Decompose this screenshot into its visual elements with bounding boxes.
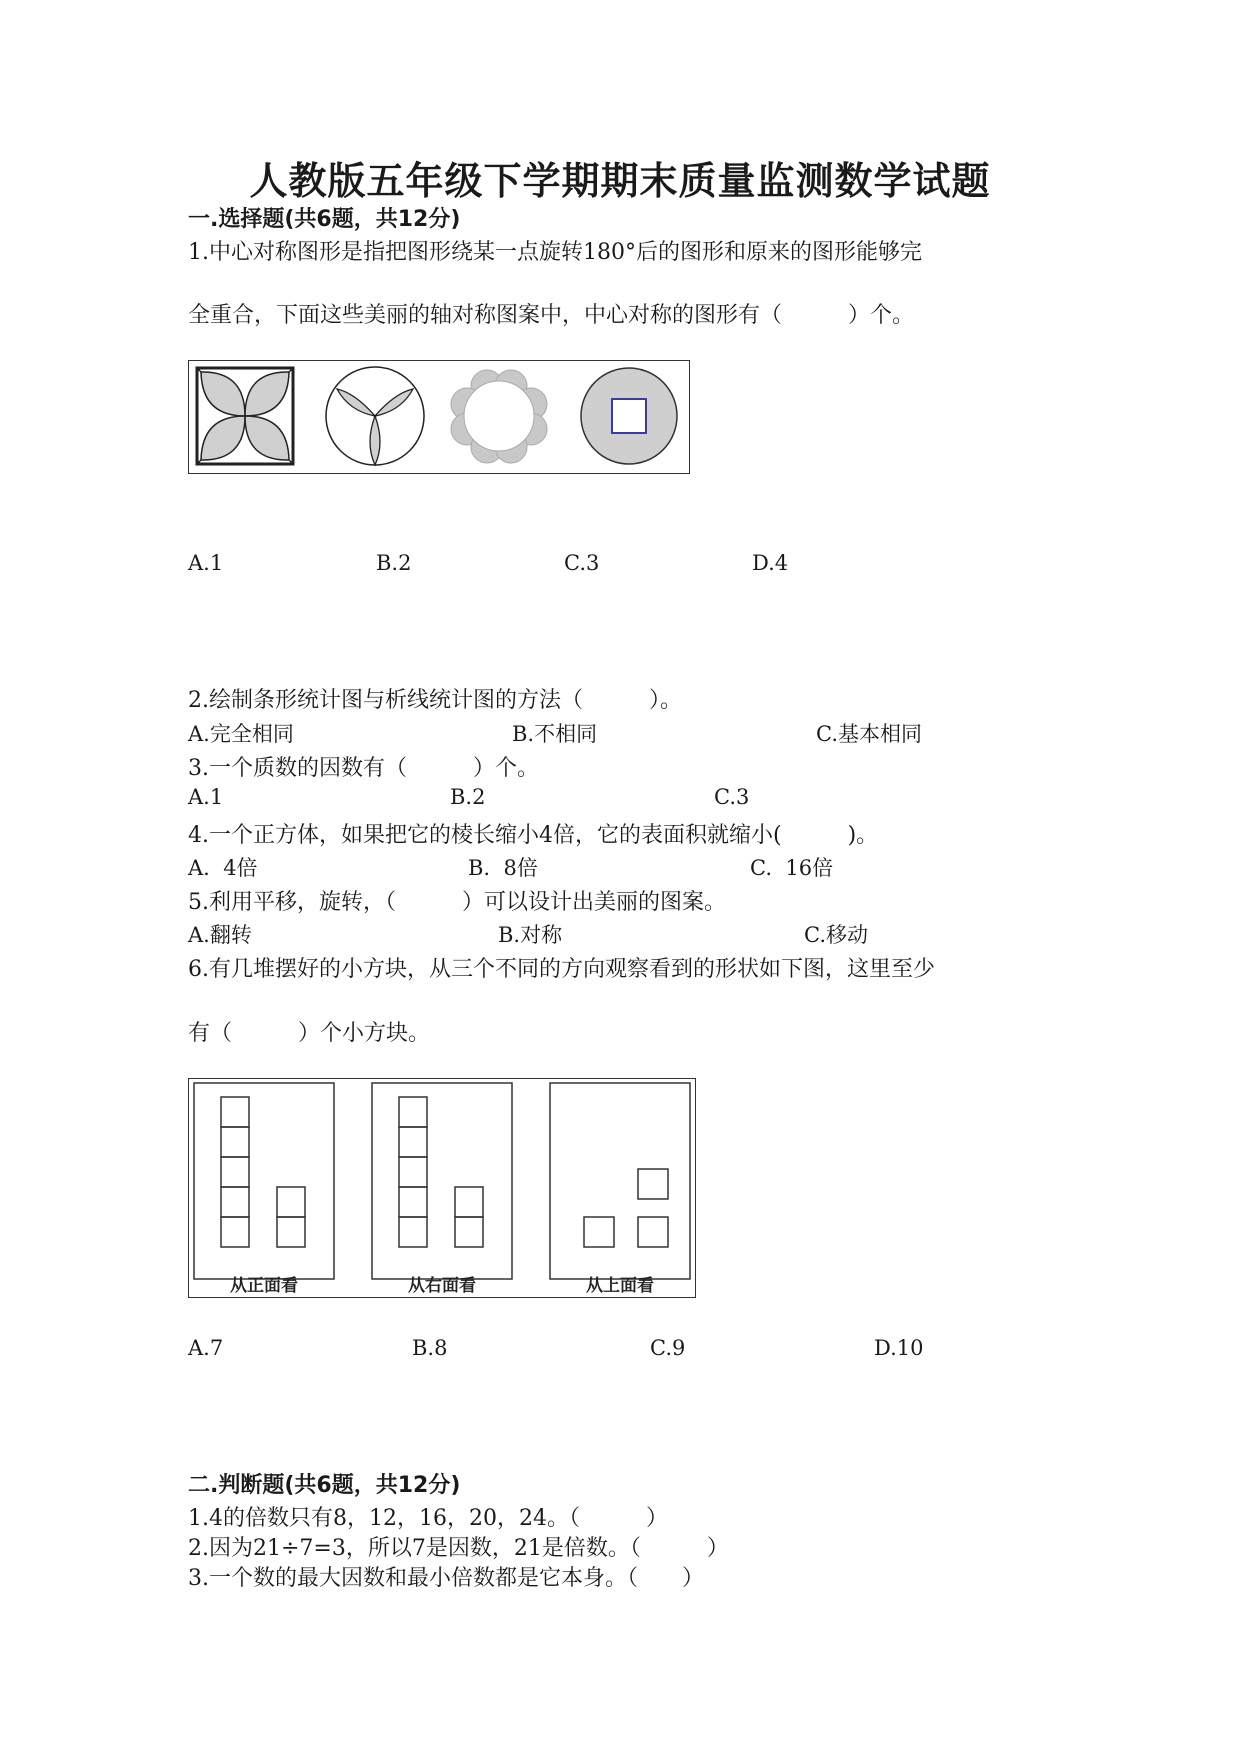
section2-heading: 二.判断题(共6题，共12分): [188, 1473, 461, 1498]
q6-view-label-top: 从上面看: [586, 1276, 654, 1296]
q1-patterns-image: [189, 361, 689, 473]
q1-text-line1: 1.中心对称图形是指把图形绕某一点旋转180°后的图形和原来的图形能够完: [188, 240, 922, 265]
q4-text: 4.一个正方体，如果把它的棱长缩小4倍，它的表面积就缩小( )。: [188, 823, 879, 848]
q3-option-b[interactable]: B.2: [450, 785, 486, 809]
q1-figure: [188, 360, 690, 474]
q4-option-b[interactable]: B. 8倍: [468, 856, 538, 880]
section1-heading: 一.选择题(共6题，共12分): [188, 207, 461, 232]
q2-option-a[interactable]: A.完全相同: [188, 722, 294, 746]
q5-option-b[interactable]: B.对称: [498, 923, 563, 947]
q2-option-c[interactable]: C.基本相同: [816, 722, 922, 746]
flower-pattern: [451, 370, 547, 463]
judge-item-2: 2.因为21÷7=3，所以7是因数，21是倍数。（ ）: [188, 1536, 729, 1561]
q6-option-b[interactable]: B.8: [412, 1336, 448, 1360]
three-petal-circle-pattern: [326, 367, 424, 465]
judge-item-1: 1.4的倍数只有8，12，16，20，24。（ ）: [188, 1506, 668, 1531]
q3-text: 3.一个质数的因数有（ ）个。: [188, 756, 539, 781]
q6-text-line1: 6.有几堆摆好的小方块，从三个不同的方向观察看到的形状如下图，这里至少: [188, 957, 935, 982]
q6-option-a[interactable]: A.7: [188, 1336, 224, 1360]
q6-text-line2: 有（ ）个小方块。: [188, 1021, 431, 1046]
q2-text: 2.绘制条形统计图与析线统计图的方法（ ）。: [188, 688, 682, 713]
q6-view-label-right: 从右面看: [408, 1276, 476, 1296]
q5-text: 5.利用平移，旋转，（ ）可以设计出美丽的图案。: [188, 890, 726, 915]
q1-text-line2: 全重合，下面这些美丽的轴对称图案中，中心对称的图形有（ ）个。: [188, 303, 915, 328]
coin-pattern: [581, 368, 677, 464]
q1-option-a[interactable]: A.1: [188, 551, 224, 575]
q1-option-b[interactable]: B.2: [376, 551, 412, 575]
q5-option-c[interactable]: C.移动: [804, 923, 868, 947]
q6-figure: [188, 1078, 696, 1298]
four-petal-square-pattern: [197, 368, 293, 464]
q6-views-image: [189, 1079, 695, 1297]
page-title: 人教版五年级下学期期末质量监测数学试题: [249, 158, 991, 203]
q6-option-c[interactable]: C.9: [650, 1336, 686, 1360]
q2-option-b[interactable]: B.不相同: [512, 722, 598, 746]
q4-option-a[interactable]: A. 4倍: [188, 856, 258, 880]
q6-view-label-front: 从正面看: [230, 1276, 298, 1296]
q3-option-c[interactable]: C.3: [714, 785, 750, 809]
q1-option-d[interactable]: D.4: [752, 551, 789, 575]
q4-option-c[interactable]: C. 16倍: [750, 856, 834, 880]
q3-option-a[interactable]: A.1: [188, 785, 224, 809]
q1-option-c[interactable]: C.3: [564, 551, 600, 575]
judge-item-3: 3.一个数的最大因数和最小倍数都是它本身。（ ）: [188, 1566, 704, 1591]
q6-option-d[interactable]: D.10: [874, 1336, 924, 1360]
q5-option-a[interactable]: A.翻转: [188, 923, 252, 947]
